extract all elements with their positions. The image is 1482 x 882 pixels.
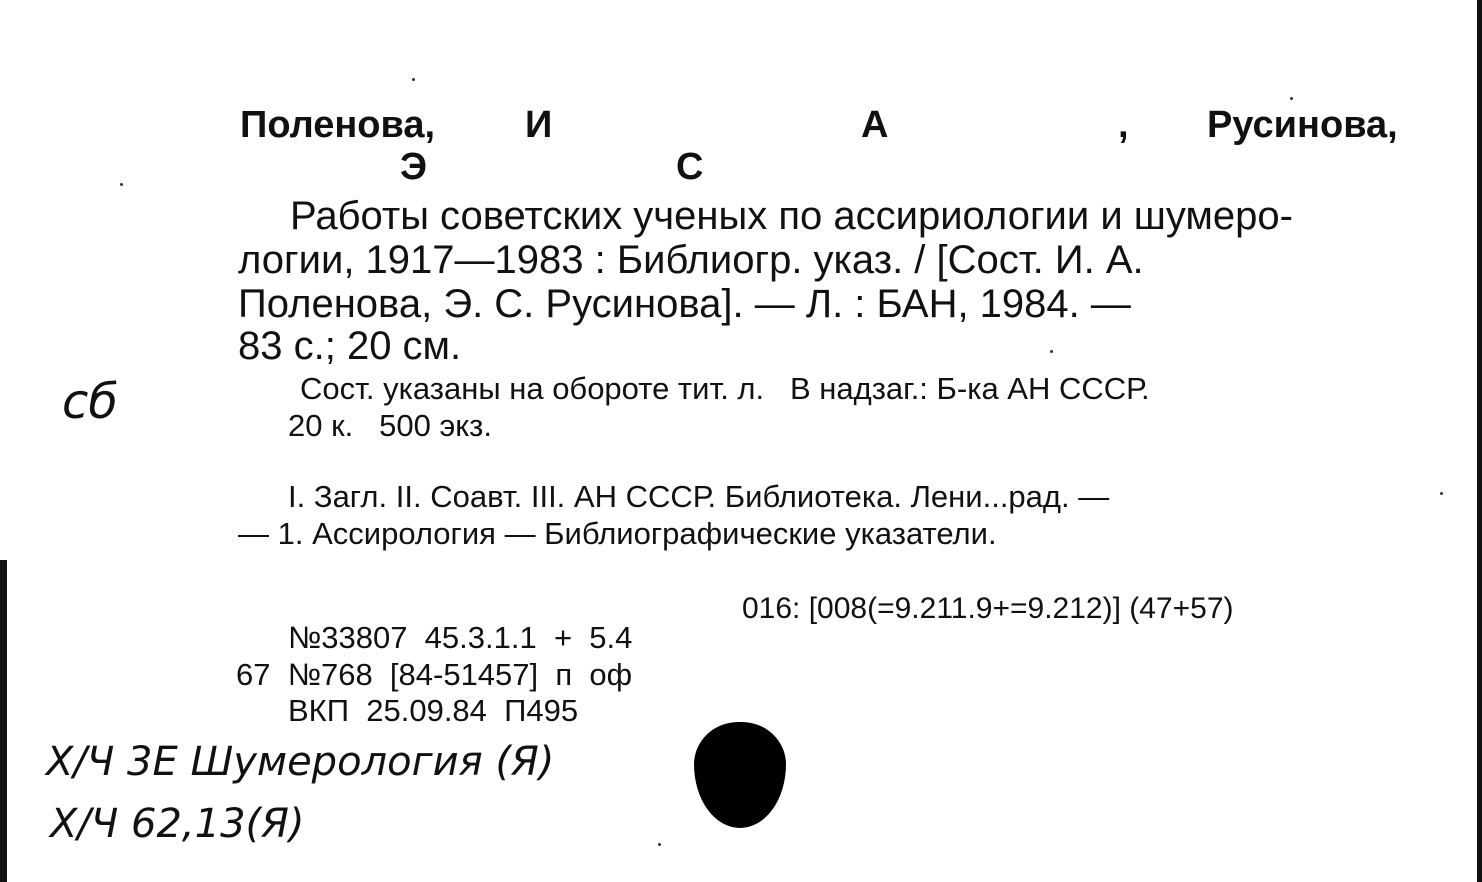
note-line: Сост. указаны на обороте тит. л. В надзаг.: Б-ка АН СССР. (300, 371, 1150, 406)
handwritten-margin-mark: сб (62, 374, 118, 430)
speck (658, 843, 661, 846)
code-line: 67 №768 [84-51457] п оф (236, 657, 633, 692)
card-left-edge (0, 560, 7, 882)
author1-initial2: А (861, 104, 889, 146)
speck (412, 78, 415, 81)
speck (1050, 350, 1053, 353)
header-comma: , (1118, 104, 1129, 146)
code-line: №33807 45.3.1.1 + 5.4 (288, 620, 633, 655)
title-line: Работы советских ученых по ассириологии и шумеро- (290, 194, 1293, 238)
speck (1440, 492, 1443, 495)
handwritten-shelfmark: Х/Ч 3Е Шумерология (Я) (46, 739, 555, 785)
author2-initial2: С (676, 146, 704, 188)
series-line: — 1. Ассирология — Библиографические указатели. (238, 516, 997, 551)
speck (120, 183, 123, 186)
udc-index: 016: [008(=9.211.9+=9.212)] (47+57) (742, 592, 1234, 625)
note-line: 20 к. 500 экз. (288, 408, 492, 443)
code-line: ВКП 25.09.84 П495 (288, 693, 579, 728)
title-line: Поленова, Э. С. Русинова]. — Л. : БАН, 1984. — (238, 282, 1131, 326)
series-line: I. Загл. II. Соавт. III. АН СССР. Библиотека. Лени...рад. — (288, 479, 1110, 514)
title-line: логии, 1917—1983 : Библиогр. указ. / [Сост. И. А. (238, 238, 1144, 282)
author2-surname: Русинова, (1207, 104, 1398, 146)
card-right-edge (1477, 0, 1482, 882)
speck (1290, 97, 1293, 100)
punch-hole (694, 722, 786, 828)
author2-initial1: Э (400, 146, 428, 188)
handwritten-shelfmark: Х/Ч 62,13(Я) (50, 801, 305, 847)
title-line: 83 с.; 20 см. (238, 324, 462, 368)
author1-surname: Поленова, (240, 104, 436, 146)
author1-initial1: И (525, 104, 553, 146)
